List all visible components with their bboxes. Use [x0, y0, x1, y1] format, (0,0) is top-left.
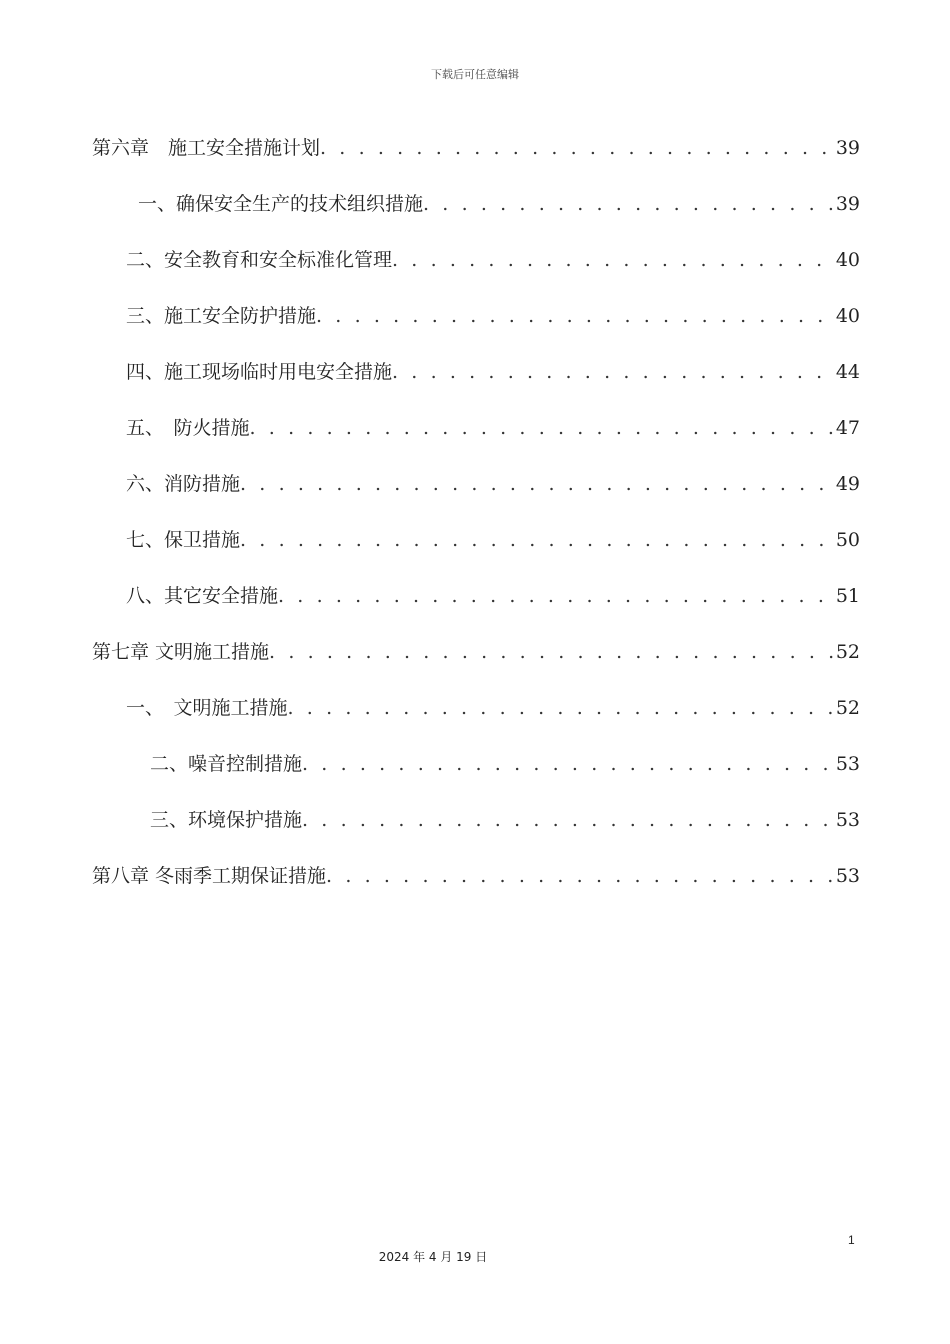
toc-entry-page: 40 [835, 249, 860, 271]
toc-entry-page: 44 [835, 361, 860, 383]
toc-entry[interactable] [92, 512, 860, 568]
toc-dot-leader [278, 579, 834, 613]
footer-date: 2024 年 4 月 19 日 [378, 1250, 488, 1264]
toc-dot-leader [269, 635, 834, 669]
toc-entry-page: 52 [835, 641, 860, 663]
toc-entry[interactable] [92, 344, 860, 400]
toc-dot-leader [240, 523, 834, 557]
toc-entry-page: 49 [835, 473, 860, 495]
toc-entry[interactable] [92, 456, 860, 512]
toc-dot-leader [302, 803, 834, 837]
toc-dot-leader [320, 131, 834, 165]
toc-dot-leader [288, 691, 834, 725]
toc-dot-leader [392, 355, 834, 389]
toc-entry[interactable] [92, 120, 860, 176]
toc-entry[interactable] [92, 568, 860, 624]
toc-dot-leader [302, 747, 834, 781]
toc-entry-title: 三、环境保护措施 [150, 809, 303, 831]
page-number: 1 [848, 1233, 855, 1247]
toc-dot-leader [392, 243, 834, 277]
toc-entry[interactable] [92, 400, 860, 456]
toc-entry[interactable] [92, 176, 860, 232]
toc-dot-leader [316, 299, 834, 333]
toc-entry[interactable] [92, 792, 860, 848]
toc-entry-title: 七、保卫措施 [126, 529, 241, 551]
toc-entry-title: 五、 防火措施 [126, 417, 250, 439]
toc-entry-title: 一、 文明施工措施 [126, 697, 288, 719]
toc-entry-page: 53 [835, 809, 860, 831]
toc-entry[interactable] [92, 680, 860, 736]
toc-entry-title: 八、其它安全措施 [126, 585, 279, 607]
toc-entry-page: 47 [835, 417, 860, 439]
table-of-contents [92, 120, 860, 904]
toc-entry[interactable] [92, 736, 860, 792]
toc-dot-leader [326, 859, 834, 893]
toc-entry-title: 第七章 文明施工措施 [92, 641, 270, 663]
toc-entry-page: 53 [835, 865, 860, 887]
toc-dot-leader [250, 411, 834, 445]
toc-entry-page: 40 [835, 305, 860, 327]
page-header: 下载后可任意编辑 [431, 68, 519, 81]
toc-entry-page: 52 [835, 697, 860, 719]
toc-entry-page: 50 [835, 529, 860, 551]
toc-entry[interactable] [92, 624, 860, 680]
toc-entry[interactable] [92, 288, 860, 344]
toc-entry-title: 第六章 施工安全措施计划 [92, 137, 321, 159]
toc-entry-page: 51 [835, 585, 860, 607]
toc-dot-leader [240, 467, 834, 501]
toc-entry[interactable] [92, 232, 860, 288]
toc-entry-title: 四、施工现场临时用电安全措施 [126, 361, 393, 383]
toc-dot-leader [423, 187, 834, 221]
toc-entry[interactable] [92, 848, 860, 904]
toc-entry-title: 一、确保安全生产的技术组织措施 [138, 193, 424, 215]
toc-entry-title: 二、安全教育和安全标准化管理 [126, 249, 393, 271]
toc-entry-title: 第八章 冬雨季工期保证措施 [92, 865, 327, 887]
toc-entry-page: 39 [835, 137, 860, 159]
toc-entry-title: 三、施工安全防护措施 [126, 305, 317, 327]
toc-entry-page: 53 [835, 753, 860, 775]
toc-entry-page: 39 [835, 193, 860, 215]
toc-entry-title: 二、噪音控制措施 [150, 753, 303, 775]
toc-entry-title: 六、消防措施 [126, 473, 241, 495]
